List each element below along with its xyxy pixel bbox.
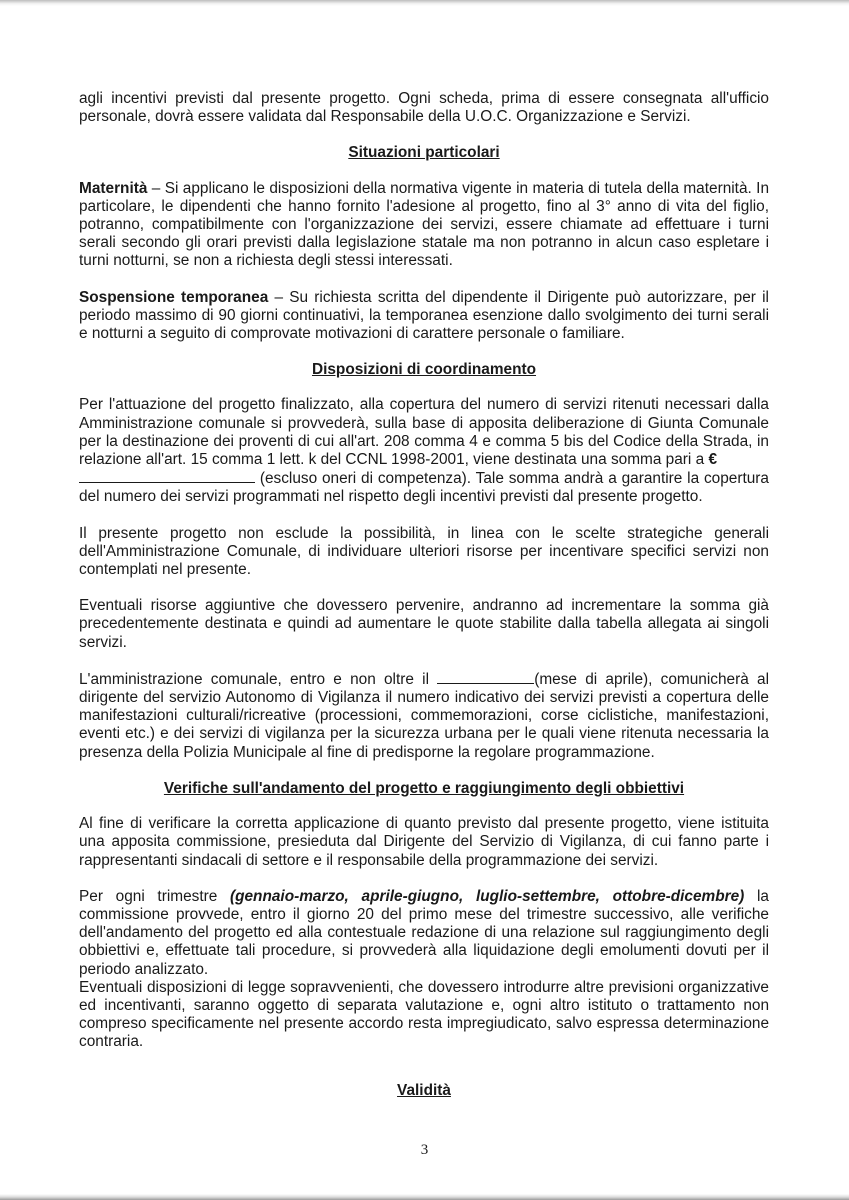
- paragraph-intro: agli incentivi previsti dal presente progetto. Ogni scheda, prima di essere consegnata all'ufficio personale, dovrà essere validata dal Responsabile della U.O.C. Organizzazione e Servizi.: [79, 90, 769, 126]
- document-body: [79, 90, 769, 1100]
- paragraph-maternita: [79, 180, 769, 271]
- text-maternita: – Si applicano le disposizioni della normativa vigente in materia di tutela della maternità. In particolare, le dipendenti che hanno fornito l'adesione al progetto, fino al 3° anno di vita del figlio, potranno, compatibilmente con l'organizzazione dei servizi, essere chiamate ad effettuare i turni serali secondo gli orari previsti dalla legislazione statale ma non potranno in alcun caso espletare i turni notturni, se non a richiesta degli stessi interessati.: [79, 179, 769, 270]
- blank-amount-line: [79, 469, 255, 483]
- heading-disposizioni-coordinamento: Disposizioni di coordinamento: [311, 361, 537, 379]
- label-sospensione: Sospensione temporanea: [79, 288, 269, 306]
- text-verifiche-2b: la commissione provvede, entro il giorno 20 del primo mese del trimestre successivo, alle verifiche dell'andamento del progetto ed alla contestuale redazione di una relazione sul raggiungimento degli obbiettivi e, effettuate tali procedure, si provvederà alla liquidazione degli emolumenti dovuti per il periodo analizzato.: [79, 887, 769, 978]
- page-number: 3: [420, 1142, 429, 1158]
- text-coordinamento-1a: Per l'attuazione del progetto finalizzato, alla copertura del numero di servizi ritenuti necessari dalla Amministrazione comunale si provvederà, sulla base di apposita deliberazione di Giunta Comunale per la destinazione dei proventi di cui all'art. 208 comma 4 e comma 5 bis del Codice della Strada, in relazione all'art. 15 comma 1 lett. k del CCNL 1998-2001, viene destinata una somma pari a: [79, 396, 769, 469]
- blank-date-line: [437, 670, 534, 684]
- text-verifiche-2a: Per ogni trimestre: [79, 887, 230, 905]
- text-sospensione: – Su richiesta scritta del dipendente il Dirigente può autorizzare, per il periodo massimo di 90 giorni continuativi, la temporanea esenzione dallo svolgimento dei turni serali e notturni a seguito di comprovate motivazioni di carattere personale o familiare.: [79, 288, 769, 343]
- paragraph-verifiche-1: Al fine di verificare la corretta applicazione di quanto previsto dal presente progetto, viene istituita una apposita commissione, presieduta dal Dirigente del Servizio di Vigilanza, di cui fanno parte i rappresentanti sindacali di settore e il responsabile della programmazione dei servizi.: [79, 815, 769, 869]
- text-coordinamento-4a: L'amministrazione comunale, entro e non oltre il: [79, 670, 438, 688]
- label-maternita: Maternità: [79, 179, 148, 197]
- text-coordinamento-1b: (escluso oneri di competenza). Tale somma andrà a garantire la copertura del numero dei servizi programmati nel rispetto degli incentivi previsti dal presente progetto.: [79, 470, 769, 506]
- euro-symbol: €: [708, 451, 718, 469]
- heading-situazioni-particolari: Situazioni particolari: [348, 144, 500, 162]
- scan-edge-top: [0, 0, 849, 6]
- paragraph-coordinamento-2: Il presente progetto non esclude la possibilità, in linea con le scelte strategiche generali dell'Amministrazione Comunale, di individuare ulteriori risorse per incentivare specifici servizi non contemplati nel presente.: [79, 524, 769, 579]
- text-coordinamento-4b: (mese di aprile), comunicherà al dirigente del servizio Autonomo di Vigilanza il numero indicativo dei servizi previsti a copertura delle manifestazioni culturali/ricreative (processioni, commemorazioni, corse ciclistiche, manifestazioni, eventi etc.) e dei servizi di vigilanza per la sicurezza urbana per le quali viene ritenuta necessaria la presenza della Polizia Municipale al fine di predisporne la regolare programmazione.: [79, 670, 769, 761]
- text-trimestri: (gennaio-marzo, aprile-giugno, luglio-settembre, ottobre-dicembre): [229, 887, 745, 905]
- heading-validita: Validità: [397, 1081, 451, 1099]
- paragraph-verifiche-3: Eventuali disposizioni di legge sopravvenienti, che dovessero introdurre altre previsioni organizzative ed incentivanti, saranno oggetto di separata valutazione e, ogni altro istituto o trattamento non compreso specificamente nel presente accordo resta impregiudicato, salvo espressa determinazione contraria.: [79, 978, 769, 1051]
- paragraph-sospensione: [79, 289, 769, 344]
- scan-edge-bottom: [0, 1194, 849, 1200]
- paragraph-verifiche-2: [79, 888, 769, 979]
- paragraph-coordinamento-4: [79, 670, 769, 762]
- paragraph-coordinamento-3: Eventuali risorse aggiuntive che dovessero pervenire, andranno ad incrementare la somma già precedentemente destinata e quindi ad aumentare le quote stabilite dalla tabella allegata ai singoli servizi.: [79, 597, 769, 651]
- paragraph-coordinamento-1: [79, 396, 769, 506]
- heading-verifiche: Verifiche sull'andamento del progetto e raggiungimento degli obbiettivi: [163, 779, 685, 797]
